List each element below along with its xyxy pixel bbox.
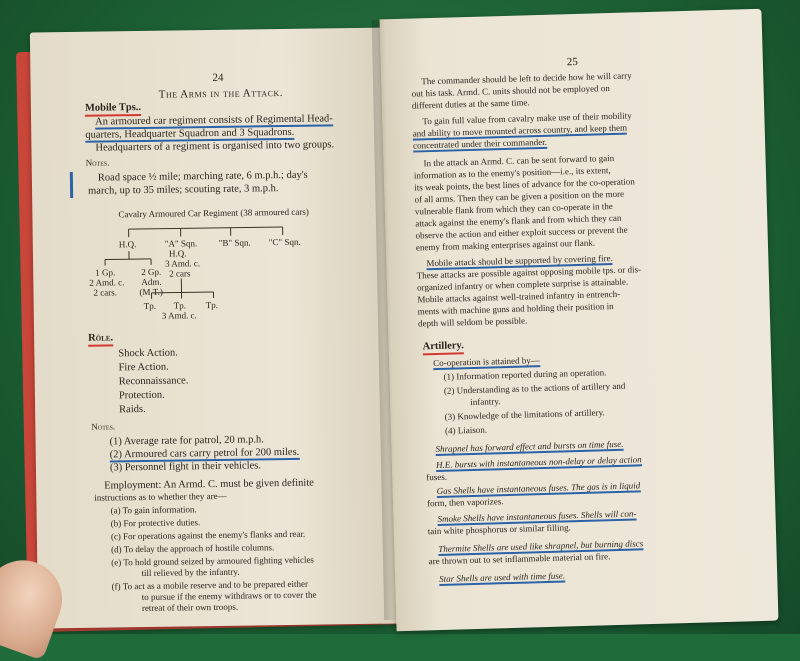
cooperation-item: (2) Understanding as to the actions of artillery and bbox=[444, 381, 626, 397]
org-tp3: Tp. bbox=[206, 300, 218, 311]
employment-line-2: instructions as to whether they are— bbox=[94, 491, 226, 504]
employment-item: (b) For protective duties. bbox=[111, 517, 201, 529]
para1-line3: Headquarters of a regiment is organised into two groups. bbox=[95, 138, 334, 154]
cooperation-line: Co-operation is attained by— bbox=[433, 355, 540, 370]
body-line: different duties at the same time. bbox=[412, 97, 530, 111]
note-item: (1) Average rate for patrol, 20 m.p.h. bbox=[109, 433, 264, 448]
body-line: vulnerable flank from which they can co-operate in the bbox=[415, 201, 613, 218]
employment-item: retreat of their own troops. bbox=[142, 602, 238, 614]
shell-line: tain white phosphorus or similar filling. bbox=[428, 522, 571, 537]
road-line-1: Road space ½ mile; marching rate, 6 m.p.h.; day's bbox=[98, 169, 308, 185]
body-line: of all arms. Then they can be given a position on the more bbox=[414, 189, 624, 206]
shell-line: H.E. bursts with instantaneous non-delay or delay action bbox=[436, 454, 642, 472]
employment-item: (f) To act as a mobile reserve and to be prepared either bbox=[112, 579, 309, 593]
left-page bbox=[30, 28, 398, 629]
notes-label-2: Notes. bbox=[91, 421, 115, 432]
org-gp2-l1: 2 Gp. bbox=[141, 267, 161, 278]
body-line: Mobile attack should be supported by covering fire. bbox=[426, 253, 613, 270]
body-line: The commander should be left to decide how he will carry bbox=[421, 70, 632, 87]
cooperation-item: (3) Knowledge of the limitations of artillery. bbox=[445, 407, 605, 422]
org-tp-cars: 3 Amd. c. bbox=[162, 310, 197, 321]
note-item: (3) Personnel fight in their vehicles. bbox=[110, 459, 261, 474]
shell-line: Thermite Shells are used like shrapnel, but burning discs bbox=[438, 538, 643, 556]
para1-line2: quarters, Headquarter Squadron and 3 Squadrons. bbox=[85, 127, 294, 143]
role-item: Protection. bbox=[119, 389, 165, 403]
employment-line-1: Employment: An Armd. C. must be given definite bbox=[104, 477, 314, 493]
body-line: its weak points, the best lines of advance for the co-operation bbox=[414, 176, 635, 193]
body-line: information as to the enemy's position—i.e., its extent, bbox=[414, 165, 611, 181]
org-sqn-hq-cars2: 2 cars bbox=[169, 268, 190, 279]
role-item: Reconnaissance. bbox=[119, 374, 189, 388]
road-line-2: march, up to 35 miles; scouting rate, 3 m.p.h. bbox=[88, 182, 279, 198]
org-chart-title: Cavalry Armoured Car Regiment (38 armoured cars) bbox=[118, 207, 309, 221]
org-sqn-b: "B" Sqn. bbox=[219, 237, 251, 248]
body-line: In the attack an Armd. C. can be sent forward to gain bbox=[423, 153, 614, 169]
employment-item: (d) To delay the approach of hostile columns. bbox=[111, 542, 274, 555]
body-line: concentrated under their commander. bbox=[413, 137, 547, 153]
cooperation-item: (4) Liaison. bbox=[445, 425, 487, 437]
body-line: organized infantry or when complete surprise is attainable. bbox=[417, 277, 628, 294]
note-item: (2) Armoured cars carry petrol for 200 miles. bbox=[110, 447, 300, 463]
body-line: To gain full value from cavalry make use of their mobility bbox=[422, 110, 632, 127]
org-sqn-hq: H.Q. bbox=[169, 248, 187, 259]
role-item: Shock Action. bbox=[118, 347, 178, 361]
notes-label-1: Notes. bbox=[86, 157, 110, 168]
page-number-left: 24 bbox=[212, 72, 223, 85]
org-hq: H.Q. bbox=[119, 239, 137, 250]
body-line: and ability to move mounted across country, and keep them bbox=[413, 123, 628, 141]
cooperation-item: (1) Information reported during an operation. bbox=[443, 367, 606, 383]
shell-line: Gas Shells have instantaneous fuses. The gas is in liquid bbox=[437, 480, 641, 498]
body-line: ments with machine guns and holding their position in bbox=[418, 301, 614, 317]
body-line: attack against the enemy's flank and from which they can bbox=[415, 213, 622, 230]
role-item: Raids. bbox=[119, 403, 146, 416]
org-sqn-a: "A" Sqn. bbox=[165, 238, 198, 249]
body-line: out his task. Armd. C. units should not be employed on bbox=[411, 83, 609, 100]
body-line: Mobile attacks against well-trained infantry in entrench- bbox=[417, 289, 620, 306]
org-gp1-l1: 1 Gp. bbox=[95, 267, 115, 278]
org-gp1-l3: 2 cars. bbox=[93, 287, 117, 298]
org-tp2: Tp. bbox=[174, 300, 186, 311]
right-page bbox=[380, 9, 779, 631]
org-tp1: Tp. bbox=[144, 301, 156, 312]
margin-mark bbox=[70, 172, 73, 198]
body-line: enemy from making enterprises against our flank. bbox=[416, 238, 595, 254]
body-line: These attacks are possible against opposing mobile tps. or dis- bbox=[417, 264, 642, 281]
role-heading: Rôle. bbox=[88, 331, 113, 346]
role-item: Fire Action. bbox=[118, 361, 168, 375]
page-number-right: 25 bbox=[567, 56, 578, 69]
running-head: The Arms in the Attack. bbox=[159, 87, 283, 102]
body-line: observe the action and either exploit success or prevent the bbox=[415, 225, 627, 242]
employment-item: till relieved by the infantry. bbox=[141, 567, 239, 579]
org-gp2-l3: (M.T.) bbox=[139, 287, 162, 298]
org-gp2-l2: Adm. bbox=[141, 277, 161, 288]
body-line: depth will seldom be possible. bbox=[418, 315, 528, 329]
cooperation-item: infantry. bbox=[470, 396, 500, 408]
shell-line: are thrown out to set inflammable material on fire. bbox=[429, 551, 611, 567]
shell-line: Shrapnel has forward effect and bursts on time fuse. bbox=[435, 439, 623, 456]
employment-item: (e) To hold ground seized by armoured fighting vehicles bbox=[111, 555, 314, 569]
shell-line: Star Shells are used with time fuse. bbox=[439, 570, 565, 586]
shell-line: Smoke Shells have instantaneous fuses. Shells will con- bbox=[437, 508, 636, 526]
artillery-heading: Artillery. bbox=[423, 339, 465, 355]
employment-item: (c) For operations against the enemy's flanks and rear. bbox=[111, 529, 305, 543]
org-sqn-hq-cars: 3 Amd. c. bbox=[165, 258, 200, 269]
shell-line: form, then vaporizes. bbox=[427, 496, 504, 509]
org-gp1-l2: 2 Amd. c. bbox=[89, 277, 124, 288]
employment-item: (a) To gain information. bbox=[110, 504, 196, 516]
section-heading-mobile: Mobile Tps.. bbox=[85, 101, 141, 117]
employment-item: to pursue if the enemy withdraws or to cover the bbox=[142, 590, 317, 603]
org-sqn-c: "C" Sqn. bbox=[269, 237, 301, 248]
para1-line1: An armoured car regiment consists of Regimental Head- bbox=[95, 113, 333, 129]
shell-line: fuses. bbox=[426, 472, 447, 484]
